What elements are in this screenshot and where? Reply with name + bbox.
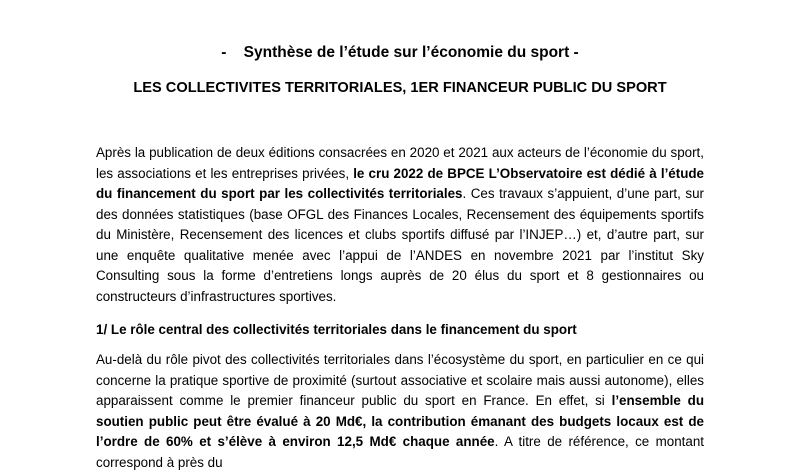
document-subtitle: - Synthèse de l’étude sur l’économie du sport -: [221, 44, 579, 61]
section-text-2: . A titre de référence, ce montant correspond à près du: [96, 434, 705, 470]
document-title: LES COLLECTIVITES TERRITORIALES, 1ER FINANCEUR PUBLIC DU SPORT: [133, 80, 667, 96]
intro-paragraph: [96, 143, 704, 307]
section-text-1: Au-delà du rôle pivot des collectivités territoriales dans l’écosystème du sport, en particulier en ce qui concerne la pratique sportive de proximité (surtout associative et scolaire mais aussi autonome), elles apparaissent comme le premier financeur public du sport en France. En effet, si: [96, 352, 704, 408]
section-heading: 1/ Le rôle central des collectivités territoriales dans le financement du sport: [96, 322, 577, 337]
intro-text-1: Après la publication de deux éditions consacrées en 2020 et 2021 aux acteurs de l’économie du sport, les associations et les entreprises privées,: [96, 145, 704, 181]
intro-text-2: . Ces travaux s’appuient, d’une part, sur des données statistiques (base OFGL des Finances Locales, Recensement des équipements sportifs du Ministère, Recensement des licences et clubs sportifs diffusé par l’INJEP…) et, d’autre part, sur une enquête qualitative menée avec l’appui de l’ANDES en novembre 2021 par l’institut Sky Consulting sous la forme d’entretiens longs auprès de 20 élus du sport et 8 gestionnaires ou constructeurs d’infrastructures sportives.: [96, 186, 704, 304]
section-paragraph: [96, 350, 704, 473]
intro-bold-1: le cru 2022 de BPCE L’Observatoire est dédié à l’étude du financement du sport par les collectivités territoriales: [96, 165, 704, 201]
section-bold-1: l’ensemble du soutien public peut être évalué à 20 Md€, la contribution émanant des budgets locaux est de l’ordre de 60% et s’élève à environ 12,5 Md€ chaque année: [96, 393, 704, 449]
